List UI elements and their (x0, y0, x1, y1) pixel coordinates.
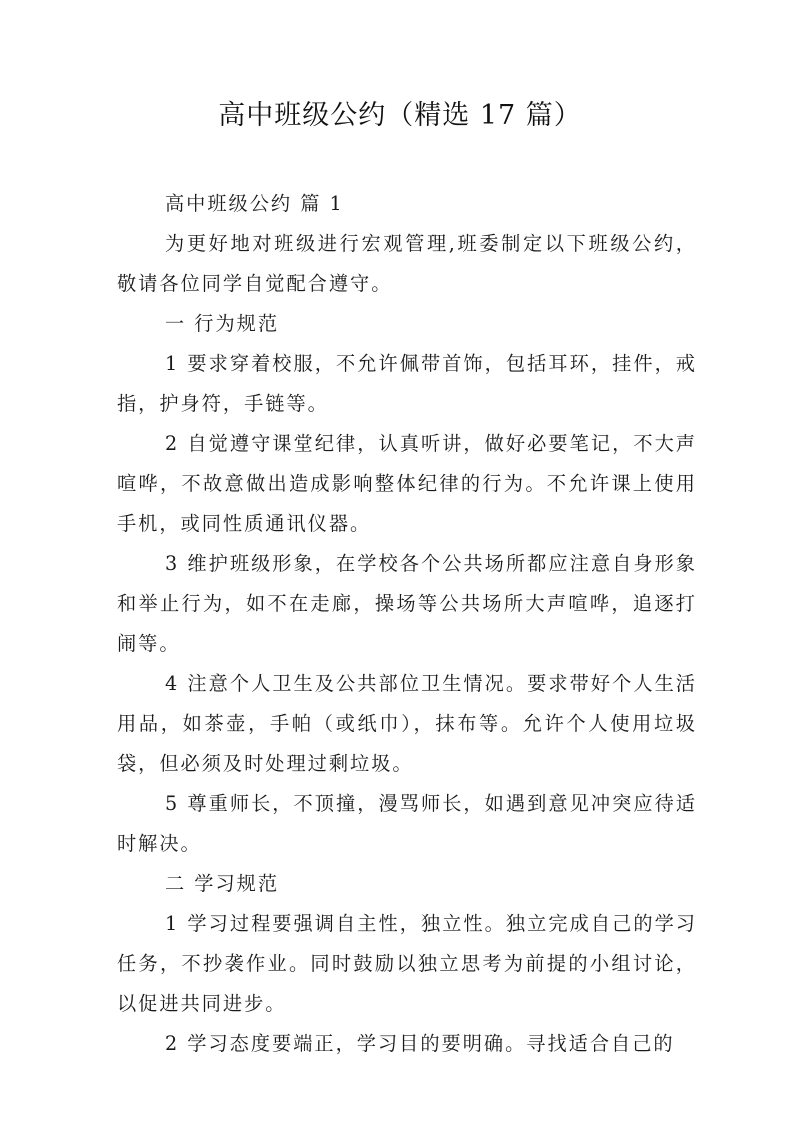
section-title: 高中班级公约 篇 1 (165, 192, 344, 215)
behavior-rule-1: 1 要求穿着校服，不允许佩带首饰，包括耳环，挂件，戒指，护身符，手链等。 (117, 352, 697, 415)
behavior-rule-2: 2 自觉遵守课堂纪律，认真听讲，做好必要笔记，不大声喧哗，不故意做出造成影响整体纪律的行为。不允许课上使用手机，或同性质通讯仪器。 (117, 432, 697, 535)
study-rule-2: 2 学习态度要端正，学习目的要明确。寻找适合自己的 (165, 1032, 675, 1055)
intro-paragraph: 为更好地对班级进行宏观管理,班委制定以下班级公约，敬请各位同学自觉配合遵守。 (117, 232, 697, 295)
document-title: 高中班级公约（精选 17 篇） (218, 100, 582, 131)
behavior-rule-3: 3 维护班级形象，在学校各个公共场所都应注意自身形象和举止行为，如不在走廊，操场等公共场所大声喧哗，追逐打闹等。 (117, 552, 697, 655)
study-rule-1: 1 学习过程要强调自主性，独立性。独立完成自己的学习任务，不抄袭作业。同时鼓励以独立思考为前提的小组讨论，以促进共同进步。 (117, 912, 697, 1015)
behavior-rule-5: 5 尊重师长，不顶撞，漫骂师长，如遇到意见冲突应待适时解决。 (117, 792, 697, 855)
heading-study-norms: 二 学习规范 (165, 872, 280, 895)
heading-behavior-norms: 一 行为规范 (165, 312, 280, 335)
behavior-rule-4: 4 注意个人卫生及公共部位卫生情况。要求带好个人生活用品，如茶壶，手帕（或纸巾），抹布等。允许个人使用垃圾袋，但必须及时处理过剩垃圾。 (117, 672, 697, 775)
document-body (117, 184, 697, 1064)
